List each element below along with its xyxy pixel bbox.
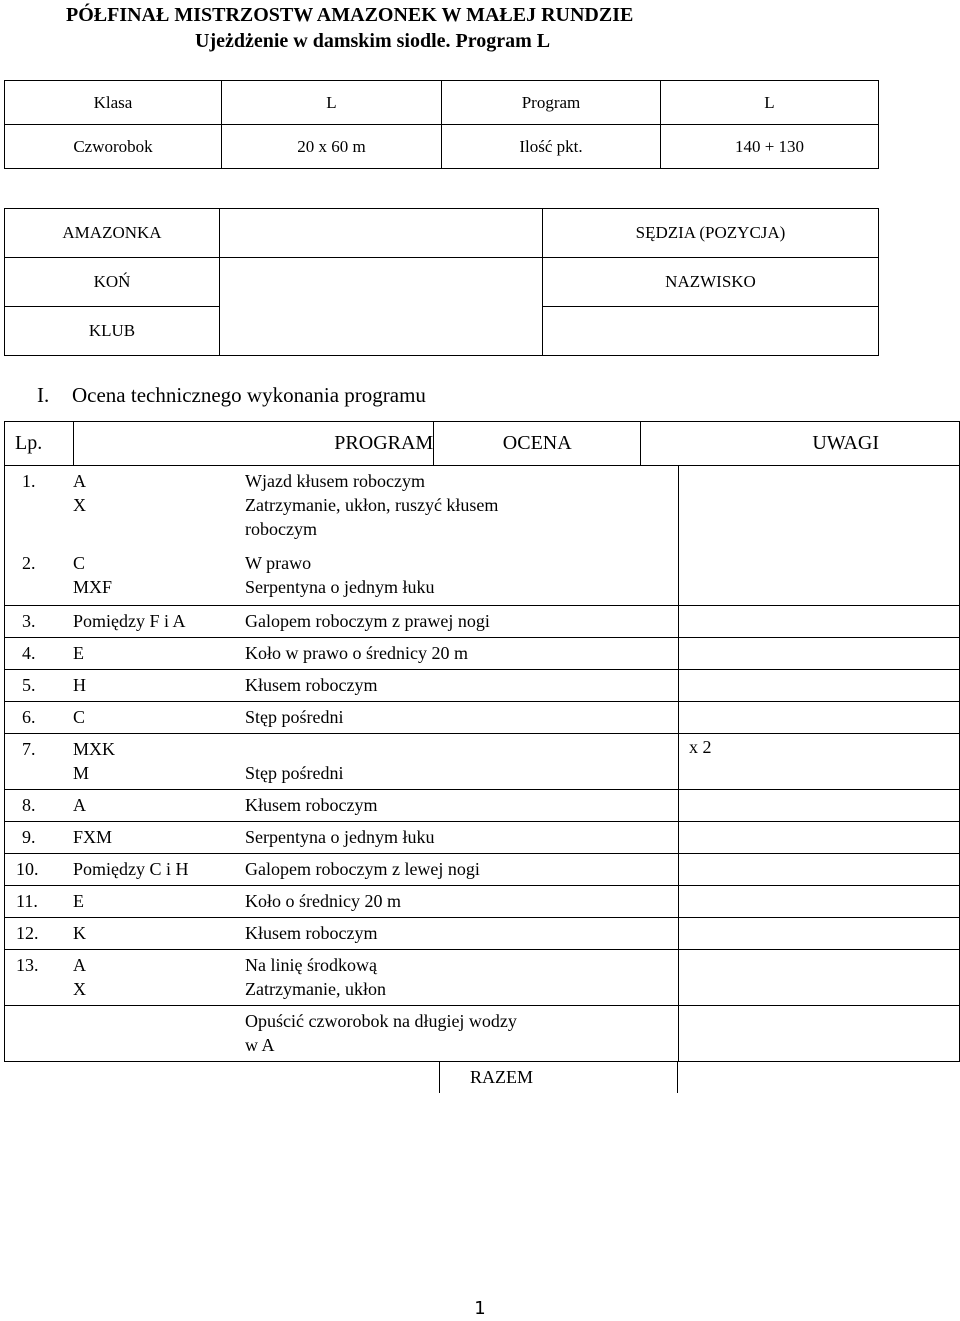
remarks-cell[interactable] [679, 1005, 959, 1061]
score-cell[interactable] [441, 1005, 678, 1061]
movement-points-line: A [73, 795, 86, 815]
movement-description [245, 705, 344, 729]
score-cell[interactable] [441, 917, 678, 949]
movement-description [245, 953, 386, 1001]
horse-label: KOŃ [5, 258, 220, 307]
section-heading [37, 383, 426, 408]
movement-points-line: K [73, 923, 86, 943]
program-row [0, 949, 960, 1005]
movement-points-line: C [73, 553, 86, 573]
club-label: KLUB [5, 307, 220, 356]
movement-description [245, 793, 377, 817]
movement-description [245, 737, 344, 785]
movement-description-line: Stęp pośredni [245, 707, 344, 727]
movement-description-line: Koło o średnicy 20 m [245, 891, 401, 911]
score-cell[interactable] [441, 853, 678, 885]
horse-club-value[interactable] [220, 258, 543, 356]
program-row [0, 465, 960, 605]
movement-points [73, 705, 85, 729]
class-value: L [222, 81, 442, 125]
movement-description-line: W prawo [245, 553, 312, 573]
movement-description-line: Serpentyna o jednym łuku [245, 577, 435, 597]
movement-description-line: Zatrzymanie, ukłon [245, 979, 386, 999]
movement-points-line: X [73, 495, 86, 515]
movement-number-line: 9. [22, 827, 36, 847]
movement-number [16, 857, 39, 881]
movement-points [73, 673, 86, 697]
movement-points [73, 793, 86, 817]
movement-description [245, 825, 434, 849]
movement-number [22, 469, 36, 599]
movement-points-line: H [73, 675, 86, 695]
program-table-header [5, 422, 960, 466]
program-row [0, 885, 960, 917]
remarks-cell[interactable] [679, 821, 959, 853]
movement-points [73, 825, 112, 849]
total-cell [439, 1061, 678, 1093]
movement-points [73, 857, 189, 881]
movement-description-line: Na linię środkową [245, 955, 377, 975]
remarks-cell[interactable] [679, 789, 959, 821]
remarks-cell[interactable] [679, 605, 959, 637]
document-title: PÓŁFINAŁ MISTRZOSTW AMAZONEK W MAŁEJ RUNDZIE [66, 4, 634, 26]
movement-points-line: E [73, 891, 84, 911]
program-row [0, 733, 960, 789]
movement-points-line [73, 517, 112, 541]
remarks-cell[interactable] [679, 949, 959, 1005]
ocena-header: OCENA [434, 422, 641, 466]
points-label: Ilość pkt. [442, 125, 661, 169]
movement-description-line: Wjazd kłusem roboczym [245, 471, 425, 491]
program-row [0, 605, 960, 637]
movement-description-line: Koło w prawo o średnicy 20 m [245, 643, 468, 663]
remarks-cell[interactable] [679, 885, 959, 917]
movement-points-line: Pomiędzy F i A [73, 611, 186, 631]
movement-points-line: A [73, 955, 86, 975]
movement-number-line: 2. [22, 553, 36, 573]
movement-number-line [22, 575, 36, 599]
judge-label: SĘDZIA (POZYCJA) [543, 209, 879, 258]
movement-description-line: Galopem roboczym z lewej nogi [245, 859, 480, 879]
program-row [0, 701, 960, 733]
arena-value: 20 x 60 m [222, 125, 442, 169]
score-cell[interactable] [441, 701, 678, 733]
program-row [0, 1005, 960, 1061]
score-cell[interactable] [441, 465, 678, 605]
movement-number-line: 6. [22, 707, 36, 727]
arena-label: Czworobok [5, 125, 222, 169]
movement-coefficient: x 2 [689, 737, 712, 757]
document-subtitle: Ujeżdżenie w damskim siodle. Program L [195, 30, 551, 52]
movement-points [73, 921, 86, 945]
judge-name-label: NAZWISKO [543, 258, 879, 307]
score-cell[interactable] [441, 637, 678, 669]
movement-number [22, 793, 36, 817]
movement-points [73, 737, 115, 785]
movement-points [73, 1009, 78, 1033]
movement-description-line: Serpentyna o jednym łuku [245, 827, 435, 847]
movement-number-line: 7. [22, 739, 36, 759]
class-table [4, 80, 879, 169]
movement-points [73, 609, 186, 633]
remarks-cell[interactable] [679, 637, 959, 669]
movement-number [22, 641, 36, 665]
movement-description-line: roboczym [245, 519, 317, 539]
remarks-cell[interactable] [679, 669, 959, 701]
movement-points-line: M [73, 763, 90, 783]
movement-description-line: Galopem roboczym z prawej nogi [245, 611, 490, 631]
movement-points [73, 889, 84, 913]
remarks-cell[interactable] [679, 853, 959, 885]
movement-number [22, 705, 36, 729]
program-value: L [661, 81, 879, 125]
class-label: Klasa [5, 81, 222, 125]
movement-number-line [22, 1009, 27, 1033]
lp-header: Lp. [5, 422, 74, 466]
page-number: 1 [474, 1298, 486, 1319]
program-label: Program [442, 81, 661, 125]
movement-number [16, 953, 39, 977]
movement-description [245, 641, 468, 665]
movement-description [245, 673, 377, 697]
movement-points-line: MXK [73, 739, 116, 759]
movement-points-line: X [73, 979, 86, 999]
movement-number-line: 10. [16, 859, 39, 879]
section-number: I. [37, 383, 50, 407]
movement-description-line [245, 737, 344, 761]
movement-description-line: Stęp pośredni [245, 763, 344, 783]
movement-number-line: 3. [22, 611, 36, 631]
movement-points [73, 641, 84, 665]
movement-number-line: 4. [22, 643, 36, 663]
total-label: RAZEM [470, 1067, 533, 1087]
movement-description-line: w A [245, 1035, 275, 1055]
movement-points-line: C [73, 707, 86, 727]
movement-points [73, 469, 112, 599]
movement-number [16, 889, 38, 913]
movement-points-line: Pomiędzy C i H [73, 859, 189, 879]
rider-info-table [4, 208, 879, 356]
movement-points-line: E [73, 643, 84, 663]
score-cell[interactable] [441, 885, 678, 917]
movement-number [22, 825, 36, 849]
movement-number-line: 13. [16, 955, 39, 975]
movement-points-line: A [73, 471, 86, 491]
movement-number [22, 609, 36, 633]
judge-name-value[interactable] [543, 307, 879, 356]
amazonka-label: AMAZONKA [5, 209, 220, 258]
score-cell[interactable] [441, 789, 678, 821]
movement-number [22, 673, 36, 697]
movement-number-line: 1. [22, 471, 36, 491]
program-row [0, 669, 960, 701]
movement-description-line: Kłusem roboczym [245, 795, 378, 815]
movement-points-line: MXF [73, 577, 113, 597]
score-cell[interactable] [441, 821, 678, 853]
program-row [0, 789, 960, 821]
movement-number-line: 8. [22, 795, 36, 815]
section-title: Ocena technicznego wykonania programu [72, 383, 426, 407]
movement-description-line: Kłusem roboczym [245, 923, 378, 943]
remarks-cell[interactable] [679, 917, 959, 949]
movement-number-line: 12. [16, 923, 39, 943]
program-row [0, 821, 960, 853]
movement-points-line: FXM [73, 827, 113, 847]
movement-description-line: Zatrzymanie, ukłon, ruszyć kłusem [245, 495, 499, 515]
movement-number [16, 921, 39, 945]
score-cell[interactable] [441, 733, 678, 789]
remarks-cell[interactable] [679, 701, 959, 733]
movement-description [245, 921, 377, 945]
movement-description [245, 889, 401, 913]
movement-number [22, 1009, 27, 1033]
movement-number-line [22, 517, 36, 541]
points-value: 140 + 130 [661, 125, 879, 169]
movement-number-line [22, 493, 36, 517]
score-cell[interactable] [441, 949, 678, 1005]
movement-points [73, 953, 86, 1001]
amazonka-value[interactable] [220, 209, 543, 258]
program-row [0, 853, 960, 885]
uwagi-header: UWAGI [641, 422, 960, 466]
program-table [4, 421, 960, 466]
remarks-cell[interactable] [679, 733, 959, 789]
movement-number [22, 737, 36, 761]
program-row [0, 637, 960, 669]
movement-description-line: Opuścić czworobok na długiej wodzy [245, 1011, 517, 1031]
movement-description-line: Kłusem roboczym [245, 675, 378, 695]
score-cell[interactable] [441, 669, 678, 701]
program-header: PROGRAM [74, 422, 434, 466]
movement-number-line: 11. [16, 891, 38, 911]
movement-points-line [73, 1009, 78, 1033]
score-cell[interactable] [441, 605, 678, 637]
program-row [0, 917, 960, 949]
movement-number-line: 5. [22, 675, 36, 695]
remarks-cell[interactable] [679, 465, 959, 605]
